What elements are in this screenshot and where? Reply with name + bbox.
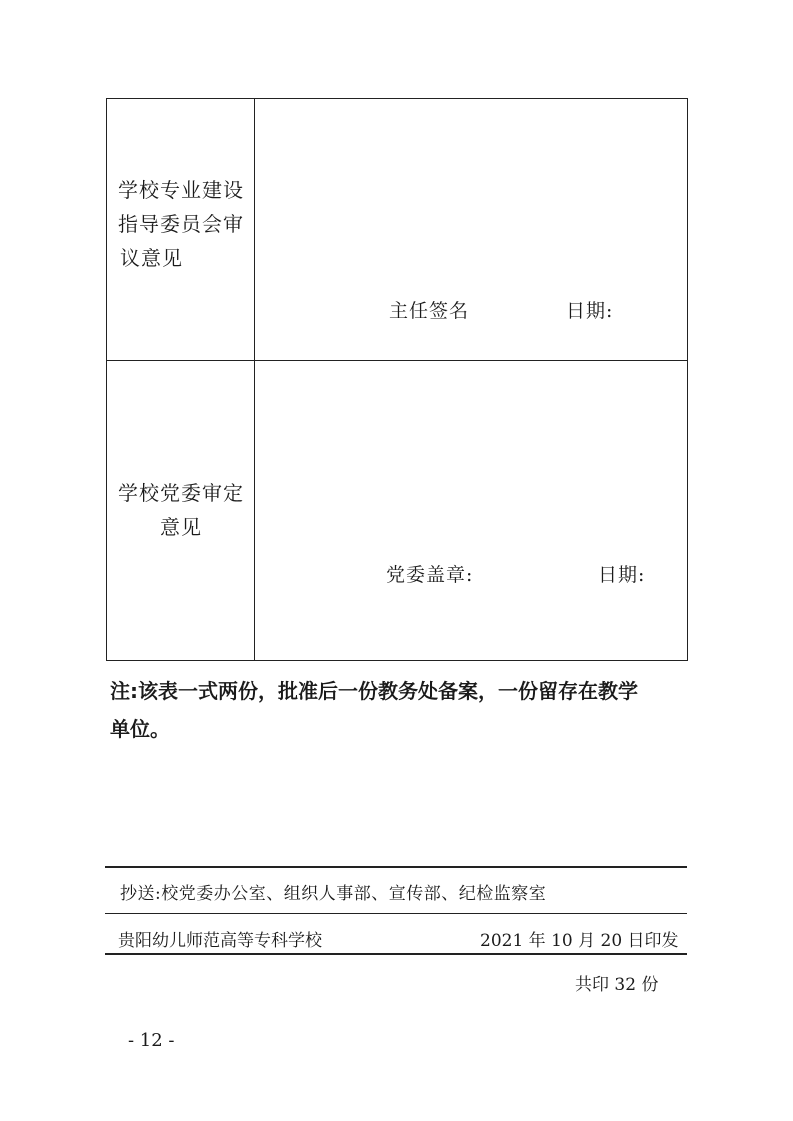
party-date-label: 日期: — [598, 564, 646, 586]
review-table — [106, 98, 688, 661]
note-line-2: 单位。 — [110, 717, 170, 741]
issue-date: 2021 年 10 月 20 日印发 — [480, 931, 679, 951]
committee-review-label-line-1: 学校专业建设 — [118, 178, 244, 202]
print-copies: 共印 32 份 — [575, 975, 659, 995]
page-number: - 12 - — [128, 1030, 175, 1051]
committee-review-label — [108, 173, 254, 275]
cc-recipients: 抄送:校党委办公室、组织人事部、宣传部、纪检监察室 — [120, 884, 547, 904]
footer-rule-bottom — [105, 953, 687, 955]
table-border-right — [687, 98, 688, 661]
committee-review-label-line-2: 指导委员会审 — [118, 212, 244, 236]
note-line-1: 注:该表一式两份，批准后一份教务处备案，一份留存在教学 — [110, 679, 638, 703]
table-row-divider — [106, 360, 688, 361]
table-column-divider — [254, 98, 255, 661]
committee-date-label: 日期: — [566, 300, 614, 322]
footer-rule-top — [105, 866, 687, 868]
footer-rule-middle — [105, 913, 687, 914]
table-border-top — [106, 98, 688, 99]
committee-review-label-line-3: 议意见 — [120, 246, 183, 270]
table-border-left — [106, 98, 107, 661]
issuing-institution: 贵阳幼儿师范高等专科学校 — [118, 931, 322, 951]
table-note — [110, 672, 700, 748]
party-committee-review-label — [108, 476, 254, 544]
party-seal-label: 党委盖章: — [386, 564, 474, 586]
table-border-bottom — [106, 660, 688, 661]
party-committee-label-line-2: 意见 — [160, 515, 202, 539]
party-committee-label-line-1: 学校党委审定 — [118, 481, 244, 505]
director-signature-label: 主任签名 — [389, 300, 470, 322]
